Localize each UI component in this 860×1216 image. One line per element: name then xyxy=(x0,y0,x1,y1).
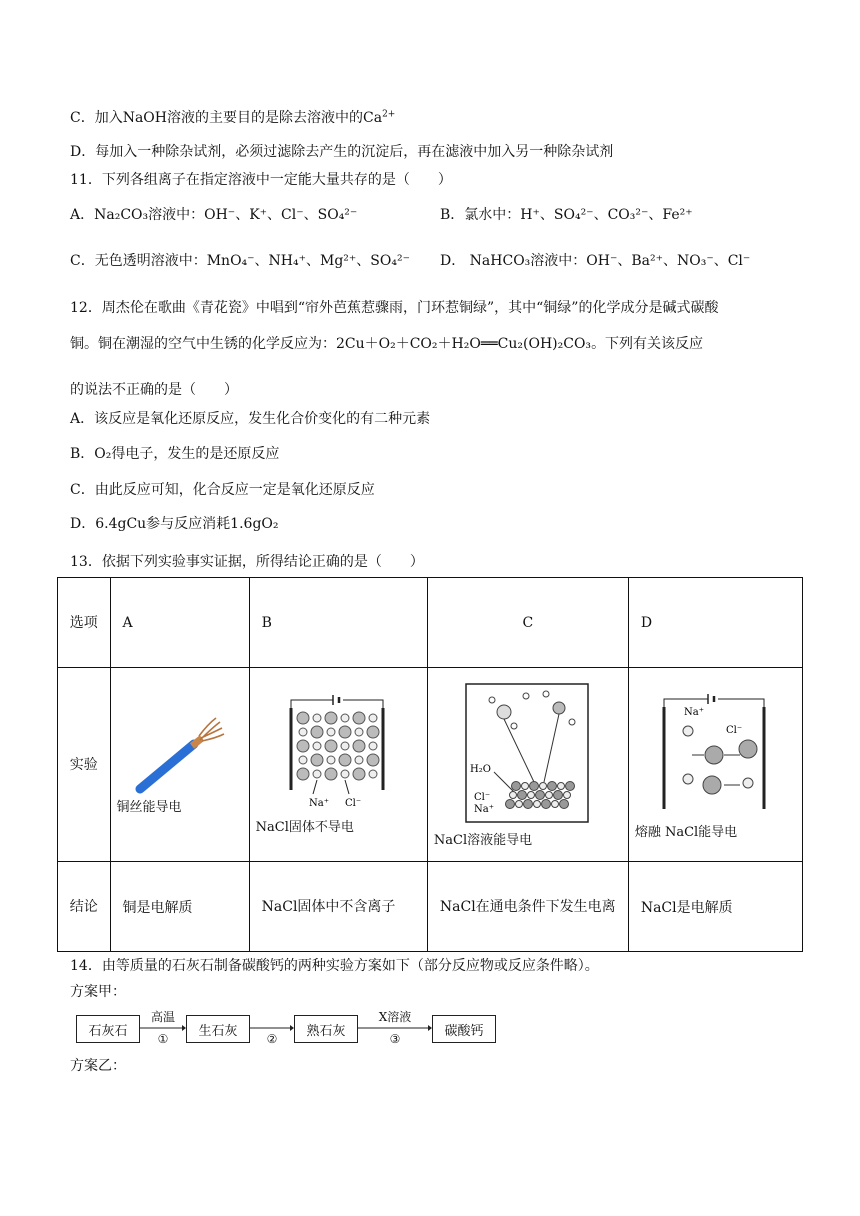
experiment-b xyxy=(249,668,427,862)
row-header-experiment: 实验 xyxy=(58,668,111,862)
arrow1-top: 高温 xyxy=(150,1010,175,1024)
molten-nacl-figure xyxy=(656,689,774,819)
q11-stem: 11．下列各组离子在指定溶液中一定能大量共存的是（ ） xyxy=(70,172,452,188)
row-header-conclusion: 结论 xyxy=(58,862,111,952)
q12-option-b: B．O₂得电子，发生的是还原反应 xyxy=(70,446,280,462)
table-row xyxy=(58,668,803,862)
q12-stem-line2a: 铜。铜在潮湿的空气中生锈的化学反应为： xyxy=(70,336,336,352)
q12-stem-line2b: 。下列有关该反应 xyxy=(591,336,704,352)
experiment-table xyxy=(57,577,803,952)
cl-label: Cl⁻ xyxy=(345,798,362,809)
arrow2-bottom: ② xyxy=(266,1032,278,1046)
q11-option-b: B．氯水中：H⁺、SO₄²⁻、CO₃²⁻、Fe²⁺ xyxy=(440,207,693,223)
na-label-c: Na⁺ xyxy=(473,803,494,815)
q10-option-c-text: C．加入NaOH溶液的主要目的是除去溶液中的Ca xyxy=(70,110,383,126)
q14-plan-a: 方案甲： xyxy=(70,984,126,1000)
flow-box-limestone: 石灰石 xyxy=(76,1015,140,1043)
conclusion-c: NaCl在通电条件下发生电离 xyxy=(427,862,628,952)
arrow3-bottom: ③ xyxy=(389,1032,401,1046)
flow-box-quicklime: 生石灰 xyxy=(186,1015,250,1043)
experiment-c-caption: NaCl溶液能导电 xyxy=(433,832,533,848)
h2o-label: H₂O xyxy=(469,763,491,775)
flow-box-slaked-lime: 熟石灰 xyxy=(294,1015,358,1043)
na-label: Na⁺ xyxy=(309,798,330,809)
q10-option-c-sup: 2+ xyxy=(382,109,396,120)
q14-stem: 14．由等质量的石灰石制备碳酸钙的两种实验方案如下（部分反应物或反应条件略）。 xyxy=(70,958,599,974)
col-c: C xyxy=(427,578,628,668)
experiment-c xyxy=(427,668,628,862)
conclusion-a: 铜是电解质 xyxy=(110,862,249,952)
q12-stem-line3: 的说法不正确的是（ ） xyxy=(70,382,238,398)
flow-box-calcium-carbonate: 碳酸钙 xyxy=(432,1015,496,1043)
row-header-option: 选项 xyxy=(58,578,111,668)
q12-equation: 2Cu＋O₂＋CO₂＋H₂O══Cu₂(OH)₂CO₃ xyxy=(336,336,592,352)
experiment-b-caption: NaCl固体不导电 xyxy=(255,820,354,835)
q12-option-a: A．该反应是氧化还原反应，发生化合价变化的有二种元素 xyxy=(70,411,431,427)
col-b: B xyxy=(249,578,427,668)
cl-label-c: Cl⁻ xyxy=(473,791,490,803)
plan-a-flowchart xyxy=(76,1010,506,1050)
experiment-d xyxy=(628,668,802,862)
copper-wire-figure xyxy=(132,714,227,794)
arrow1-bottom: ① xyxy=(157,1032,169,1046)
q13-stem: 13．依据下列实验事实证据，所得结论正确的是（ ） xyxy=(70,554,424,570)
q12-option-c: C．由此反应可知，化合反应一定是氧化还原反应 xyxy=(70,482,375,498)
experiment-a xyxy=(110,668,249,862)
q12-stem-line2 xyxy=(70,334,703,354)
q10-option-d: D．每加入一种除杂试剂，必须过滤除去产生的沉淀后，再在滤液中加入另一种除杂试剂 xyxy=(70,144,614,160)
q11-option-c: C．无色透明溶液中：MnO₄⁻、NH₄⁺、Mg²⁺、SO₄²⁻ xyxy=(70,253,410,269)
conclusion-d: NaCl是电解质 xyxy=(628,862,802,952)
q12-option-d: D．6.4gCu参与反应消耗1.6gO₂ xyxy=(70,516,279,532)
cl-label-d: Cl⁻ xyxy=(726,725,743,736)
nacl-solid-figure xyxy=(283,694,393,814)
q11-option-d: D． NaHCO₃溶液中：OH⁻、Ba²⁺、NO₃⁻、Cl⁻ xyxy=(440,253,751,269)
nacl-solution-figure xyxy=(464,682,592,827)
col-a: A xyxy=(110,578,249,668)
col-d: D xyxy=(628,578,802,668)
table-row xyxy=(58,862,803,952)
q14-plan-b: 方案乙： xyxy=(70,1058,126,1074)
table-row xyxy=(58,578,803,668)
experiment-d-caption: 熔融 NaCl能导电 xyxy=(634,825,738,840)
arrow3-top: X溶液 xyxy=(378,1010,412,1024)
q12-stem-line1: 12．周杰伦在歌曲《青花瓷》中唱到“帘外芭蕉惹骤雨，门环惹铜绿”，其中“铜绿”的化学成分是碱式碳酸 xyxy=(70,300,719,316)
q10-option-c xyxy=(70,108,395,128)
q11-option-a: A．Na₂CO₃溶液中：OH⁻、K⁺、Cl⁻、SO₄²⁻ xyxy=(70,207,358,223)
experiment-a-caption: 铜丝能导电 xyxy=(116,800,182,815)
na-label-d: Na⁺ xyxy=(684,707,705,718)
conclusion-b: NaCl固体中不含离子 xyxy=(249,862,427,952)
